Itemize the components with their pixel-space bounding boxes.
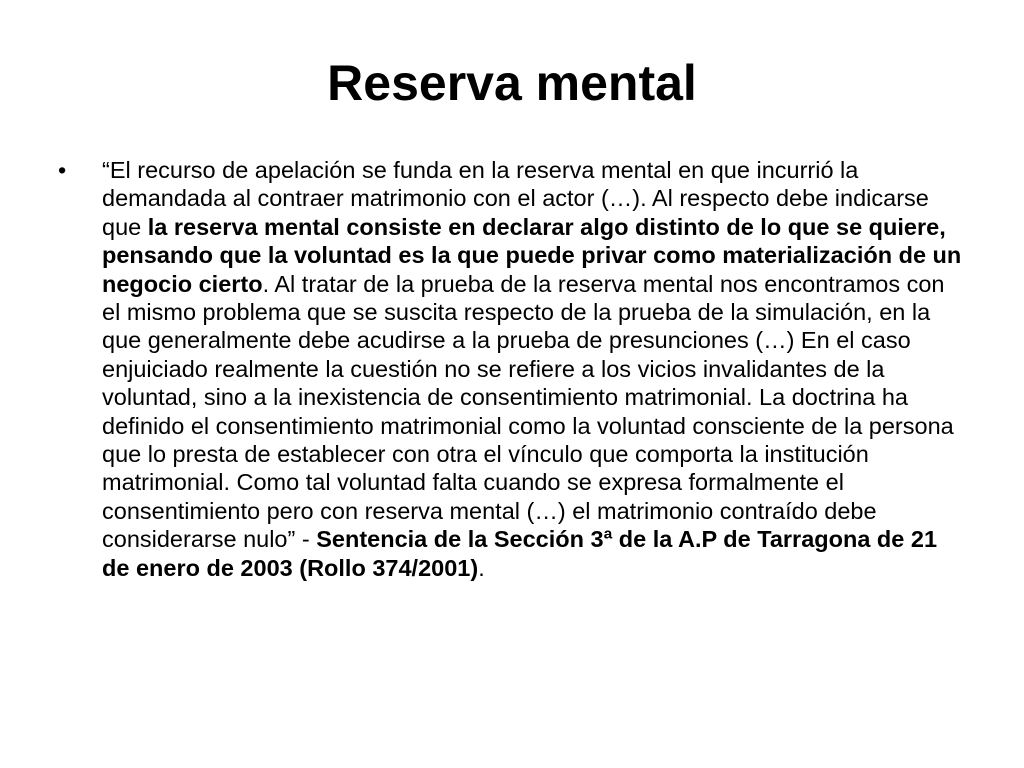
quote-text-part-1: “El recurso de apelación se funda en la reserva mental en que incurrió la demandada al contraer matrimonio con el actor (…). Al respecto debe indicarse que <box>102 157 929 240</box>
slide-title: Reserva mental <box>327 55 697 111</box>
bullet-list <box>58 156 963 582</box>
bullet-item <box>58 156 963 582</box>
quote-text-part-2: . Al tratar de la prueba de la reserva mental nos encontramos con el mismo problema que se suscita respecto de la prueba de la simulación, en la que generalmente debe acudirse a la prueba de presunciones (…) En el caso enjuiciado realmente la cuestión no se refiere a los vicios invalidantes de la voluntad, sino a la inexistencia de consentimiento matrimonial. La doctrina ha definido el consentimiento matrimonial como la voluntad consciente de la persona que lo presta de establecer con otra el vínculo que comporta la institución matrimonial. Como tal voluntad falta cuando se expresa formalmente el consentimiento pero con reserva mental (…) el matrimonio contraído debe considerarse nulo” - <box>102 270 954 553</box>
quote-text-part-3: . <box>478 554 485 581</box>
citation-reference: Sentencia de la Sección 3ª de la A.P de Tarragona de 21 de enero de 2003 (Rollo 374/2001) <box>102 526 938 581</box>
bullet-icon: • <box>58 157 67 183</box>
quote-bold-definition: la reserva mental consiste en declarar algo distinto de lo que se quiere, pensando que la voluntad es la que puede privar como materialización de un negocio cierto <box>102 213 962 297</box>
